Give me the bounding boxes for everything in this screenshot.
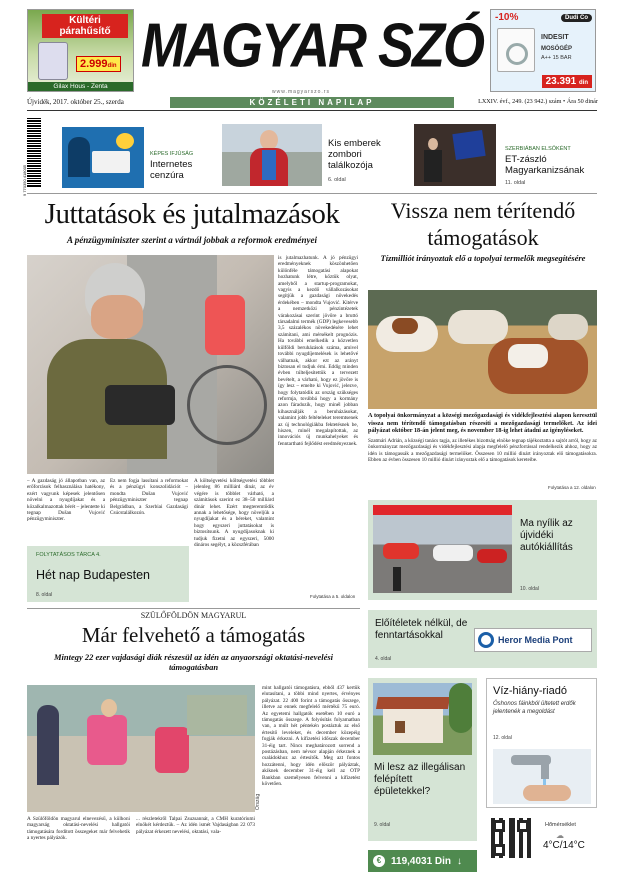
elderly-page: 4. oldal <box>375 656 392 662</box>
ad-right-discount: -10% <box>495 12 519 23</box>
weather-icon: ☁ <box>556 831 564 840</box>
ad-right-price <box>542 75 592 88</box>
lead-subhead: A pénzügyminiszter szerint a vártnál jobbak a reformok eredményei <box>66 235 317 245</box>
elderly-logo <box>474 628 592 652</box>
ad-right-washer <box>497 28 535 72</box>
ad-right[interactable] <box>490 9 596 92</box>
illegal-box[interactable] <box>368 678 477 841</box>
second-continue[interactable]: Folytatása a 12. oldalon <box>548 485 596 490</box>
lead-col-b: Ez nem fogja lassítani a reformokat és a pénzügyi konszolidációt – mondta Dušan Vujović pénzügyminiszter tegnap Belgrádban, a Szerbiai Gazdasági Csúcstalálkozón. <box>110 478 188 517</box>
euro-icon: € <box>373 855 385 867</box>
lead-col-d: is jutalmazhatunk. A jó pénzügyi eredményeknek köszönhetően különféle támogatási alapokat hozhatunk létre, köztük olyat, amelyből a startup-programokat, vagyis a kezdő vállalkozásokat segítjük a gazdasági növekedés érdekében – mondta Vujović. Kitérve a nemzetközi pénzintézetek várakozásai szerint jövőre a bruttó társadalmi termék (GDP) legkevesebb 3,5 százalékos növekedésére lehet számítani, ami mérsékelt prognózis. Ha további emelkedik a közvetlen külföldi beruházások száma, amivel további nyugdíjemelések is lehetővé válhatnak, akkor ezt az arányt biztosan el tudjuk érni. Eddig minden évben túlteljesítettük a tervezett bevételt, a várható, hogy ez jövőre is így lesz – emelte ki Vujović, jelezve, hogy folytatódik az ország szükséges reformja, továbbá hogy a kormány azon fáradozik, hogy minél jobban kihasználják a beruházásokat, valamint jobb feltételeket teremtsenek az új technológiákba fektetésnek be, hiszen, minél megalapítottak, az innovációs új munkahelyeket és fenntartható fejlődést eredményeznek. <box>278 255 358 447</box>
arrow-down-icon: ↓ <box>457 855 463 867</box>
elderly-logo-text: Heror Media Pont <box>498 635 573 645</box>
masthead-rule <box>27 110 597 111</box>
support-col-a: A Szülőföldön magyarul elnevezésű, a külhoni magyarság oktatási-nevelési hallgatói támogatására fordított összegeket már felvehetik a nyertes pályázók. <box>27 816 130 842</box>
teaser-3-page: 11. oldal <box>505 180 526 186</box>
barcode-number: 9 770350 418005 <box>22 164 27 196</box>
teaser-2-page: 6. oldal <box>328 177 346 183</box>
ad-right-line2: A++ 15 BAR <box>541 55 572 61</box>
second-body: Szatmári Adrián, a községi tanács tagja, az illetékes bizottság elnöke tegnap tájékoztatta a sajtót arról, hogy az önkormányzat mezőgazdasági és vidékfejlesztési alapja megfelelő pénzforrással rendelkezik ahhoz, hogy az idén is támogassák a mezőgazdasági termelőket. Összesen 10 millió dinárt irányoztak elő támogatásokra. Ebben az évben összesen 10 millió dinárt irányoztak elő a támogatások kereteibe. <box>368 438 597 464</box>
ad-right-price-value: 23.391 <box>545 76 577 87</box>
lead-col-a: – A gazdaság jó állapotban van, az erőforrások felhasználása hatékony, ezért vagyunk képesek jelentősen növelni a nyugdíjakat és a közalkalmazottak bérét – jelentette ki tegnap Dušan Vujović pénzügyminiszter. <box>27 478 105 523</box>
ad-left-title: Kültéri párahűsítő <box>42 14 128 38</box>
ad-left-price-value: 2.999 <box>80 58 108 70</box>
illegal-page: 9. oldal <box>374 822 391 828</box>
water-subtitle: Óshonos fáinkból ültetett erdők jelentenék a megoldást <box>493 701 576 715</box>
autoshow-page: 10. oldal <box>520 586 539 592</box>
masthead-title: MAGYAR SZÓ <box>141 11 483 81</box>
masthead-tagline: KÖZÉLETI NAPILAP <box>170 97 454 108</box>
serial-title: Hét nap Budapesten <box>36 568 150 582</box>
illegal-photo <box>373 683 472 755</box>
support-photo <box>27 685 255 812</box>
ad-right-model: INDESIT <box>541 34 569 41</box>
exchange-value: 119,4031 Din <box>391 855 452 867</box>
masthead-url[interactable]: www.magyarszo.rs <box>272 89 330 95</box>
lead-photo <box>27 255 274 474</box>
barcode <box>27 118 41 188</box>
water-box[interactable] <box>486 678 597 808</box>
second-caption: A topolyai önkormányzat a községi mezőgazdasági és vidékfejlesztési alapon keresztül vissza nem térítendő támogatásban részesíti a mezőgazdasági termelőket. Az idei pályázat október 18-án jelent meg, és november 18-ig lehet átadni az igényléseket. <box>368 412 597 435</box>
support-kicker: SZÜLŐFÖLDÖN MAGYARUL <box>140 611 247 620</box>
water-title: Víz-hiány-riadó <box>493 685 567 697</box>
support-subhead: Mintegy 22 ezer vajdasági diák részesül az idén az anyaországi oktatási-nevelési támogatásban <box>53 652 334 672</box>
autoshow-title: Ma nyílik az újvidéki autókiállítás <box>520 518 573 553</box>
support-col-c: mint hallgatói támogatásra, ebből 437 kertük elutasítani, a többi mind nyertes, érvényes pályázat. 22 400 forint a támogatás összege, illetve az ennek megfelelő mértékű 75 euró. Az egyetemi hallgatók esetében 10 euró a támogatás összege. A folyósítás folyamatban van, a múlt hét péntekén postáztuk az első értesítő leveleket, és december közepéig fogják érkezni. A kifizetési időszak december 31-éig tart. Nincs meghatározott sorrend a postázásban, nem névsor alapján érkeznek a családokhoz az értesítők. Meg azt fontos hozzátenni, hogy idén először pályáztak, akiknek december 31-éig kell az OTP Bankban személyesen felvenni a kifizetést követően. <box>262 685 360 788</box>
ad-right-line1: MOSÓGÉP <box>541 46 573 52</box>
teaser-2-title[interactable]: Kis emberek zombori találkozója <box>328 138 381 171</box>
ad-left-price <box>76 56 121 72</box>
lead-col-c: A költségvetési költségvetési többlet jelenleg 86 milliárd dinár, az év végére is többlet várható, a számítások szerint ez 38–50 milliárd dinár lehet. Ezért megteremtődik annak a lehetősége, hogy növeljük a nyugdíjakat és a béreket, valamint hogy egyszeri juttatásokat is biztosítsunk. A nyugdíjasoknak ki tudjuk fizetni az egyszeri, 5000 dináros segélyt, a közszférában <box>194 478 274 549</box>
ad-right-currency: din <box>579 80 588 86</box>
support-headline[interactable]: Már felvehető a támogatás <box>81 623 306 647</box>
ad-left[interactable] <box>27 9 134 92</box>
teaser-3-image[interactable] <box>414 124 496 186</box>
exchange-bar[interactable] <box>368 850 477 872</box>
masthead-date: Újvidék, 2017. október 25., szerda <box>27 98 124 106</box>
qr-code[interactable] <box>491 818 531 858</box>
teaser-2-image[interactable] <box>222 124 322 186</box>
masthead-issue: LXXIV. évf., 249. (23 942.) szám • Ára 50 dinár <box>478 98 598 105</box>
ad-left-product <box>38 42 68 80</box>
teaser-1-kicker: KÉPES IFJÚSÁG <box>150 151 194 157</box>
second-photo <box>368 290 597 409</box>
water-page: 12. oldal <box>493 735 512 741</box>
lead-continue[interactable]: Folytatása a 5. oldalon <box>310 594 356 599</box>
ad-left-store: Gilax Hous - Zenta <box>28 82 133 91</box>
logo-circle-icon <box>478 632 494 648</box>
support-rule <box>27 608 360 609</box>
elderly-title: Előítéletek nélkül, de fenntartásokkal <box>375 618 468 641</box>
teaser-1-image[interactable] <box>62 127 144 188</box>
second-subhead: Tízmilliót irányoztak elő a topolyai termelők megsegítésére <box>380 253 586 263</box>
weather-label: Hőmérséklet <box>545 822 576 828</box>
support-photo-label: Ország <box>255 793 261 810</box>
teaser-3-title[interactable]: ET-zászló Magyarkanizsának <box>505 154 585 176</box>
weather-value: 4°C/14°C <box>543 840 585 851</box>
water-photo <box>493 749 591 804</box>
illegal-title: Mi lesz az illegálisan felépített épületekkel? <box>374 762 466 797</box>
teaser-1-title[interactable]: Internetes cenzúra <box>150 159 193 181</box>
elderly-box[interactable] <box>368 610 597 668</box>
ad-right-brand: Dudi Co <box>561 14 592 22</box>
lead-headline[interactable]: Juttatások és jutalmazások <box>44 198 340 230</box>
serial-box[interactable] <box>27 546 189 602</box>
autoshow-photo <box>373 505 512 593</box>
teaser-rule <box>27 193 597 194</box>
ad-left-currency: din <box>107 63 117 69</box>
serial-page: 8. oldal <box>36 592 53 598</box>
serial-kicker: FOLYTATÁSOS TÁRCA 4. <box>36 552 101 558</box>
teaser-3-kicker: SZERBIÁBAN ELSŐKÉNT <box>505 146 571 152</box>
second-headline[interactable]: Vissza nem térítendő támogatások <box>390 198 576 250</box>
support-col-b: ... részletekről Talpai Zsuzsannát, a CMH kuratóriumi elnökét kérdeztük. – Az idén ismét Vajdaságban 22 073 pályázat érkezett nevelési, oktatási, vala- <box>136 816 255 835</box>
